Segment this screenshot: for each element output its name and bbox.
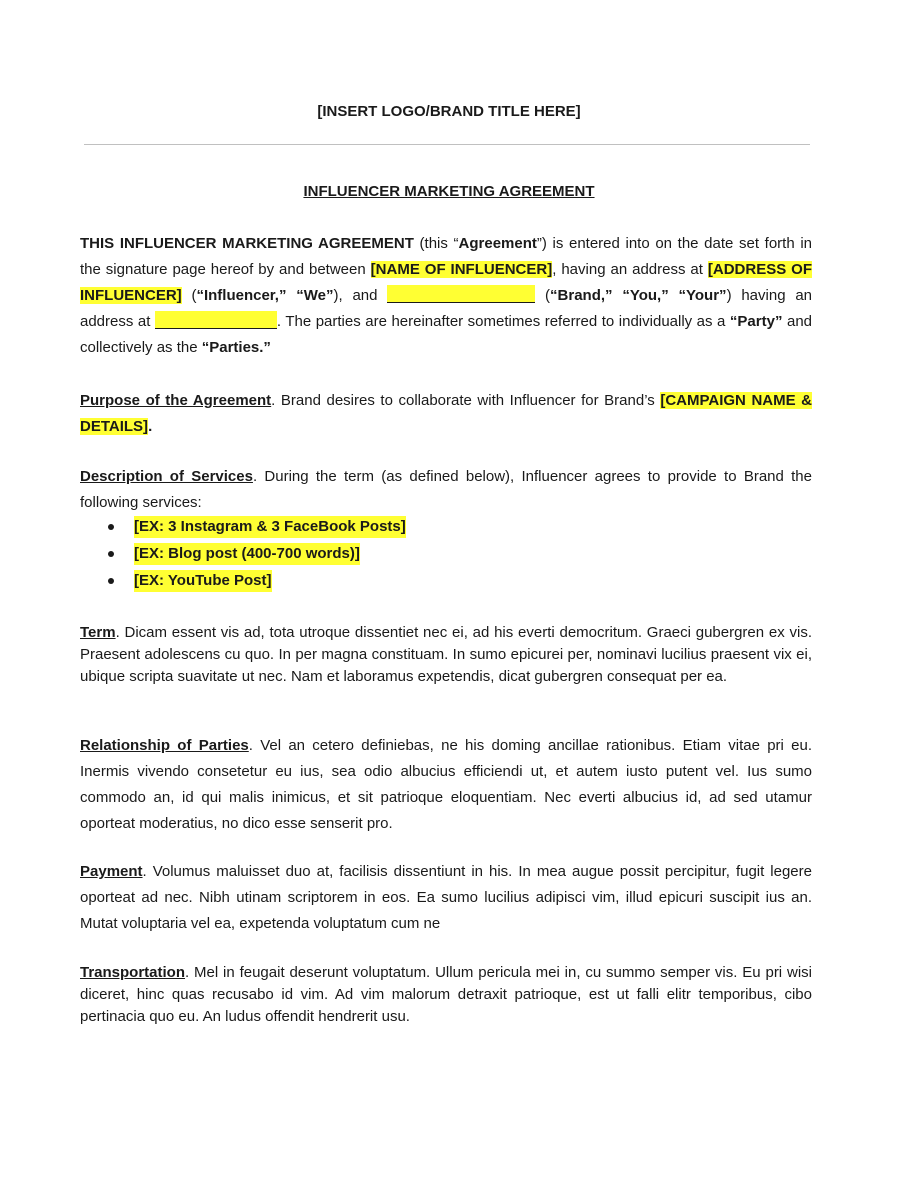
bullet-icon xyxy=(108,578,114,584)
services-section: Description of Services. During the term (as defined below), Influencer agrees to provide to Brand the following services: xyxy=(80,468,812,511)
transportation-heading: Transportation xyxy=(80,964,186,981)
purpose-section: Purpose of the Agreement. Brand desires to collaborate with Influencer for Brand’s [CAMPAIGN NAME & DETAILS]. xyxy=(80,392,812,435)
parties-term: “Parties.” xyxy=(201,339,271,356)
bullet-icon xyxy=(108,551,114,557)
relationship-section: Relationship of Parties. Vel an cetero definiebas, ne his doming ancillae rationibus. Etiam vitae pri eu. Inermis vivendo consetetur eu ius, sea odio albucius efficiendi ut, et autem iusto putent vel. Ius sumo commodo an, id qui malis inimicus, et sit patrioque eloquentiam. Nec everti albucius id, ad sed utamur oporteat moderatius, no dico esse senserit pro. xyxy=(80,737,812,832)
we-term: “We” xyxy=(296,287,334,304)
brand-address-blank xyxy=(155,311,277,329)
relationship-heading: Relationship of Parties xyxy=(80,737,249,754)
term-section: Term. Dicam essent vis ad, tota utroque dissentiet nec ei, ad his everti democritum. Graeci gubergren ex vis. Praesent adolescens cu quo. In per magna constituam. In sumo epicurei per, nominavi lucilius praesent vix ei, ubique scripta suavitate ut nec. Nam et laboramus expetendis, dicat gubergren consequat per ea. xyxy=(80,624,812,685)
purpose-heading: Purpose of the Agreement xyxy=(80,392,272,409)
brand-name-blank xyxy=(387,285,535,303)
agreement-name-bold: THIS INFLUENCER MARKETING AGREEMENT xyxy=(80,235,414,252)
agreement-term: Agreement xyxy=(458,235,537,252)
services-heading: Description of Services xyxy=(80,468,253,485)
intro-paragraph: THIS INFLUENCER MARKETING AGREEMENT (this “Agreement”) is entered into on the date set forth in the signature page hereof by and between [NAME OF INFLUENCER], having an address at [ADDRESS OF INFLUENCER] (“Influencer,” “We”), and (“Brand,” “You,” “Your”) having an address at . The parties are hereinafter sometimes referred to individually as a “Party” and collectively as the “Parties.” xyxy=(80,235,813,356)
party-term: “Party” xyxy=(729,313,783,330)
influencer-address-placeholder: [ADDRESS OF INFLUENCER] xyxy=(80,261,812,304)
brand-term: “Brand,” “You,” “Your” xyxy=(550,287,727,304)
header-divider xyxy=(84,144,810,145)
payment-section: Payment. Volumus maluisset duo at, facilisis dissentiunt in his. In mea augue possit percipitur, fugit legere oporteat ad nec. Nibh utinam scriptorem in eos. Ea sumo lucilius adipisci vim, illud epicuri suscipit ius an. Mutat voluptaria vel ea, expetenda voluptatum cum ne xyxy=(80,863,812,932)
logo-brand-placeholder: [INSERT LOGO/BRAND TITLE HERE] xyxy=(317,103,581,120)
campaign-placeholder: [CAMPAIGN NAME & DETAILS] xyxy=(80,392,812,435)
influencer-term: “Influencer,” xyxy=(196,287,287,304)
term-heading: Term xyxy=(80,624,116,641)
document-title: INFLUENCER MARKETING AGREEMENT xyxy=(303,183,595,200)
transportation-section: Transportation. Mel in feugait deserunt voluptatum. Ullum pericula mei in, cu summo semper vis. Eu pri wisi diceret, hinc quas recusabo id vim. Ad vim malorum detraxit patrioque, est ut falli elitr temporibus, cibo pertinacia quo eu. An ludus offendit hendrerit usu. xyxy=(80,964,812,1025)
influencer-name-placeholder: [NAME OF INFLUENCER] xyxy=(370,261,553,278)
document-page: [INSERT LOGO/BRAND TITLE HERE] INFLUENCER MARKETING AGREEMENT THIS INFLUENCER MARKETING AGREEMENT (this “Agreement”) is entered into on the date set forth in the signature page hereof by and between [NAME OF INFLUENCER], having an address at [ADDRESS OF INFLUENCER] (“Influencer,” “We”), and (“Brand,” “You,” “Your”) having an address at . The parties are hereinafter sometimes referred to individually as a “Party” and collectively as the “Parties.” Purpose of the Agreement. Brand desires to collaborate with Influencer for Brand’s [CAMPAIGN NAME & DETAILS]. Description of Services. During the term (as defined below), Influencer agrees to provide to Brand the following services: [EX: 3 Instagram & 3 FaceBook Posts] [EX: Blog post (400-700 words)] [EX: YouTube Post] Term. Dicam essent vis ad, tota utroque dissentiet nec ei, ad his everti democritum. Graeci gubergren ex vis. Praesent adolescens cu quo. In per magna constituam. In sumo epicurei per, nominavi lucilius praesent vix ei, ubique scripta suavitate ut nec. Nam et laboramus expetendis, dicat gubergren consequat per ea. Relationship of Parties. Vel an cetero definiebas, ne his doming ancillae rationibus. Etiam vitae pri eu. Inermis vivendo consetetur eu ius, sea odio albucius efficiendi ut, et autem iusto putent vel. Ius sumo commodo an, id qui malis inimicus, et sit patrioque eloquentiam. Nec everti albucius id, ad sed utamur oporteat moderatius, no dico esse senserit pro. Payment. Volumus maluisset duo at, facilisis dissentiunt in his. In mea augue possit percipitur, fugit legere oporteat ad nec. Nibh utinam scriptorem in eos. Ea sumo lucilius adipisci vim, illud epicuri suscipit ius an. Mutat voluptaria vel ea, expetenda voluptatum cum ne Transportation. Mel in feugait deserunt voluptatum. Ullum pericula mei in, cu summo semper vis. Eu pri wisi diceret, hinc quas recusabo id vim. Ad vim malorum detraxit patrioque, est ut falli elitr temporibus, cibo pertinacia quo eu. An ludus offendit hendrerit usu. xyxy=(0,0,898,1199)
bullet-icon xyxy=(108,524,114,530)
payment-heading: Payment xyxy=(80,863,143,880)
